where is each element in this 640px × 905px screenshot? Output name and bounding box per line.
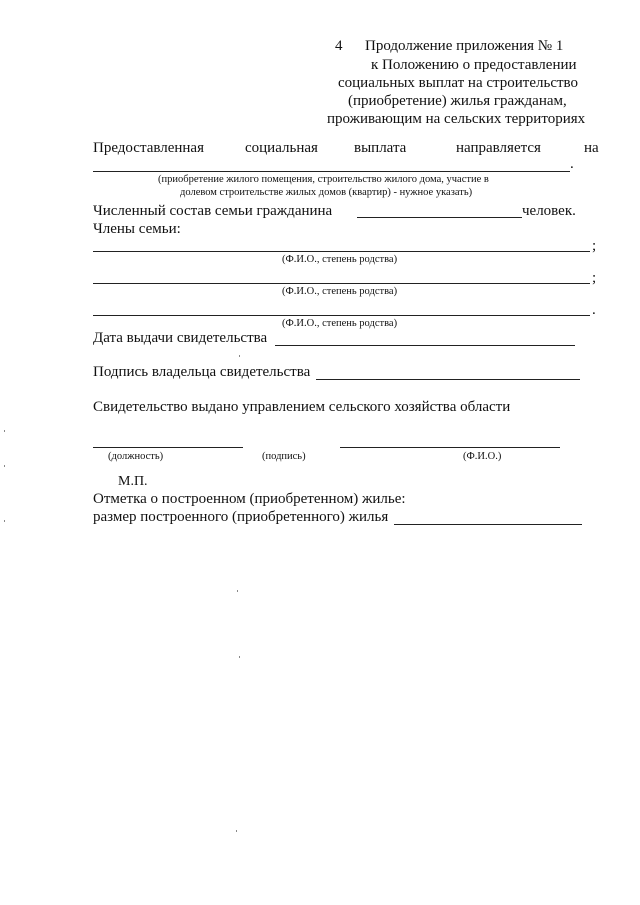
payment-word-4: направляется <box>456 140 541 156</box>
family-size-unit: человек. <box>522 203 576 219</box>
family-members-label: Члены семьи: <box>93 221 181 237</box>
header-line-4: (приобретение) жилья гражданам, <box>348 93 567 109</box>
name-caption: (Ф.И.О.) <box>463 451 502 462</box>
signature-caption: (подпись) <box>262 451 306 462</box>
family-member-semicolon-1: ; <box>592 238 597 254</box>
header-line-1: Продолжение приложения № 1 <box>365 38 564 54</box>
owner-signature-field[interactable] <box>316 379 580 380</box>
housing-size-field[interactable] <box>394 524 582 525</box>
family-size-field[interactable] <box>357 217 522 218</box>
header-line-5: проживающим на сельских территориях <box>327 111 586 127</box>
housing-mark-label: Отметка о построенном (приобретенном) жилье: <box>93 491 406 507</box>
owner-signature-label: Подпись владельца свидетельства <box>93 364 311 380</box>
payment-word-1: Предоставленная <box>93 140 204 156</box>
issue-date-field[interactable] <box>275 345 575 346</box>
page-number: 4 <box>335 38 343 54</box>
scan-speck <box>4 465 5 467</box>
family-member-hint-2: (Ф.И.О., степень родства) <box>282 286 398 297</box>
payment-hint-line-2: долевом строительстве жилых домов (квартир) - нужное указать) <box>180 187 473 198</box>
scan-speck <box>237 590 238 592</box>
scan-speck <box>4 430 5 432</box>
family-member-period: . <box>592 302 596 318</box>
payment-destination-line[interactable] <box>93 171 570 172</box>
stamp-place: М.П. <box>118 474 148 489</box>
header-line-2: к Положению о предоставлении <box>371 57 577 73</box>
family-member-hint-3: (Ф.И.О., степень родства) <box>282 318 398 329</box>
scan-speck <box>239 355 240 357</box>
position-field[interactable] <box>93 447 243 448</box>
housing-size-label: размер построенного (приобретенного) жилья <box>93 509 389 525</box>
family-member-line-3[interactable] <box>93 315 590 316</box>
payment-word-5: на <box>584 140 599 156</box>
family-member-line-2[interactable] <box>93 283 590 284</box>
family-member-hint-1: (Ф.И.О., степень родства) <box>282 254 398 265</box>
scan-speck <box>4 520 5 522</box>
scan-speck <box>236 830 237 832</box>
header-line-3: социальных выплат на строительство <box>338 75 579 91</box>
position-caption: (должность) <box>108 451 164 462</box>
issued-by-text: Свидетельство выдано управлением сельского хозяйства области <box>93 399 511 415</box>
payment-hint-line-1: (приобретение жилого помещения, строительство жилого дома, участие в <box>158 174 489 185</box>
payment-end-period: . <box>570 156 574 172</box>
family-size-label: Численный состав семьи гражданина <box>93 203 333 219</box>
issue-date-label: Дата выдачи свидетельства <box>93 330 268 346</box>
family-member-line-1[interactable] <box>93 251 590 252</box>
payment-word-2: социальная <box>245 140 318 156</box>
payment-word-3: выплата <box>354 140 407 156</box>
family-member-semicolon-2: ; <box>592 270 597 286</box>
name-field[interactable] <box>340 447 560 448</box>
scan-speck <box>239 656 240 658</box>
